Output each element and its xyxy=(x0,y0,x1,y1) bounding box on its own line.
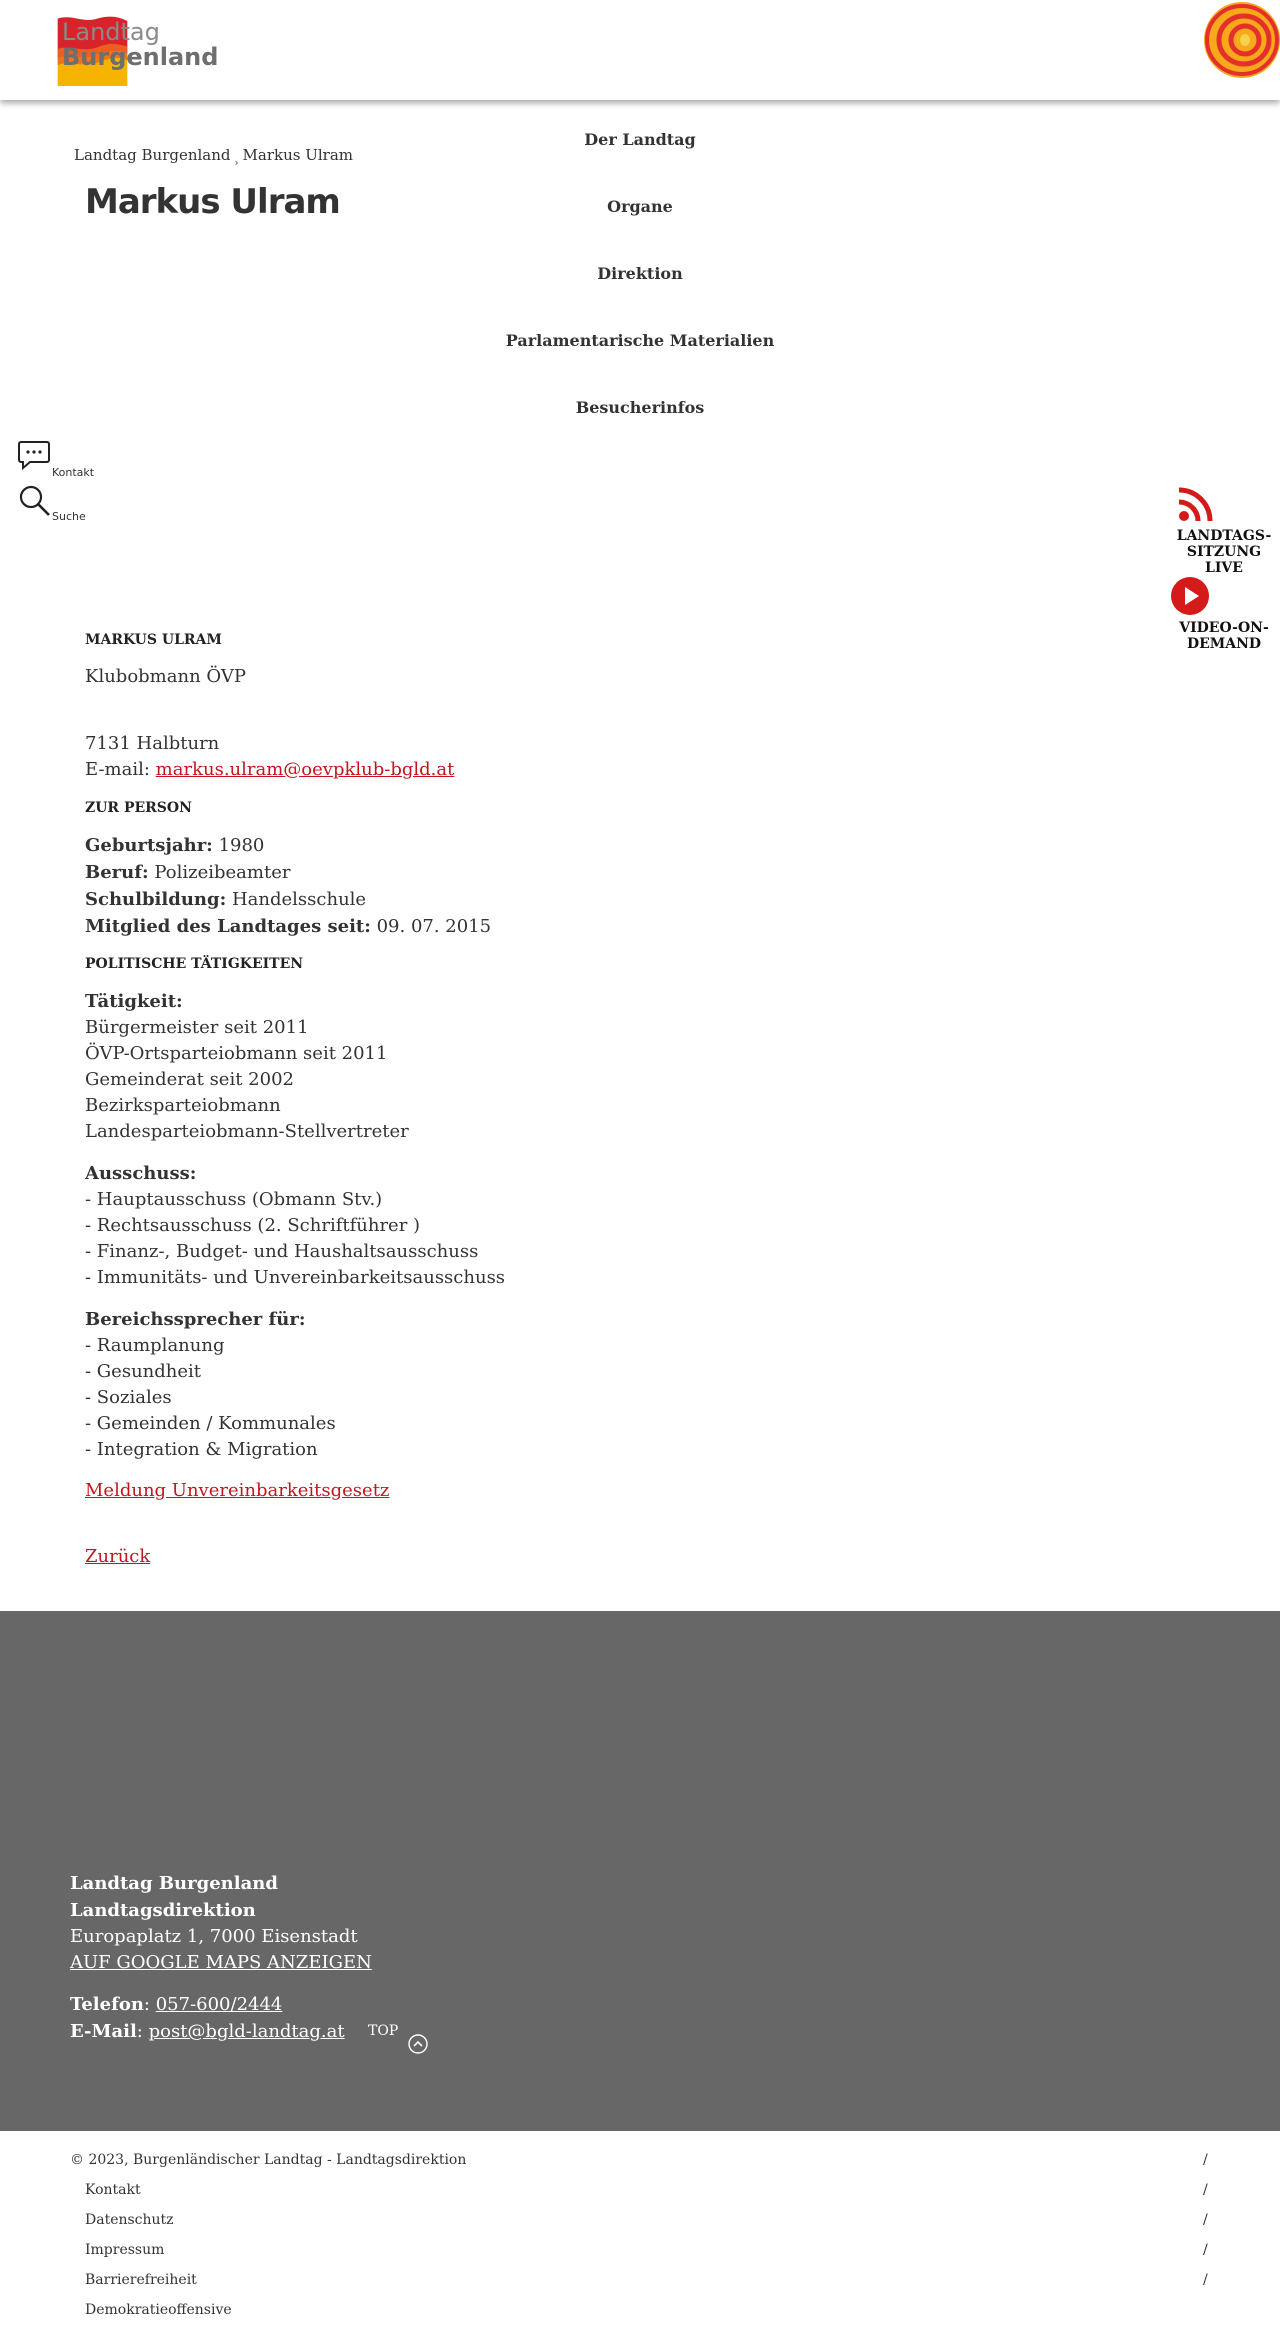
info-label: Mitglied des Landtages seit: xyxy=(85,916,371,937)
footer-separator: / xyxy=(1203,2152,1208,2168)
footer-link-kontakt[interactable]: Kontakt xyxy=(85,2182,141,2198)
top-label: TOP xyxy=(368,2023,399,2039)
sprecher-item: - Soziales xyxy=(85,1387,172,1408)
footer-link-impressum[interactable]: Impressum xyxy=(85,2242,165,2258)
rss-live-icon xyxy=(1176,484,1216,524)
page-title: Markus Ulram xyxy=(85,182,340,222)
phone-label: Telefon xyxy=(70,1994,144,2015)
nav-item-der-landtag[interactable]: Der Landtag xyxy=(584,130,696,149)
contact-tool[interactable] xyxy=(18,440,95,479)
info-value: 09. 07. 2015 xyxy=(376,916,492,937)
home-logo-link[interactable] xyxy=(0,0,219,100)
footer-link-barrierefreiheit[interactable]: Barrierefreiheit xyxy=(85,2272,197,2288)
footer-separator: / xyxy=(1203,2242,1208,2258)
back-link[interactable]: Zurück xyxy=(85,1546,151,1567)
contact-tool-label: Kontakt xyxy=(52,466,95,479)
info-value: Polizeibeamter xyxy=(154,862,291,883)
sprecher-item: - Integration & Migration xyxy=(85,1439,318,1460)
play-circle-icon xyxy=(1170,576,1210,616)
info-label: Beruf: xyxy=(85,862,149,883)
email-label: E-Mail xyxy=(70,2021,137,2042)
zur-person-heading: ZUR PERSON xyxy=(85,800,192,816)
ausschuss-item: - Finanz-, Budget- und Haushaltsausschuss xyxy=(85,1241,479,1262)
politik-heading: POLITISCHE TÄTIGKEITEN xyxy=(85,956,304,972)
nav-item-parlamentarische-materialien[interactable]: Parlamentarische Materialien xyxy=(505,331,775,350)
info-value: Handelsschule xyxy=(231,889,367,910)
ausschuss-label: Ausschuss: xyxy=(85,1163,197,1184)
footer-separator: / xyxy=(1203,2182,1208,2198)
email-label: E-mail: xyxy=(85,759,150,780)
sprecher-item: - Raumplanung xyxy=(85,1335,225,1356)
taetigkeit-item: Gemeinderat seit 2002 xyxy=(85,1069,294,1090)
logo-line-1: Landtag xyxy=(62,18,160,46)
info-row-geburtsjahr xyxy=(85,835,264,856)
chevron-up-circle-icon xyxy=(408,2034,428,2054)
person-email-row xyxy=(85,759,454,780)
footer-phone-row: Telefon: 057-600/2444 xyxy=(70,1994,283,2015)
landtagssitzung-live-link[interactable] xyxy=(1168,484,1280,576)
info-row-mitglied-seit xyxy=(85,916,491,937)
copyright: © 2023, Burgenländischer Landtag - Landtagsdirektion xyxy=(70,2152,467,2168)
sprecher-item: - Gemeinden / Kommunales xyxy=(85,1413,336,1434)
taetigkeit-item: ÖVP-Ortsparteiobmann seit 2011 xyxy=(85,1043,388,1064)
site-header xyxy=(0,0,1280,100)
info-label: Geburtsjahr: xyxy=(85,835,213,856)
footer-org-1: Landtag Burgenland xyxy=(70,1873,278,1894)
person-name-heading: MARKUS ULRAM xyxy=(85,632,222,648)
search-tool[interactable] xyxy=(18,484,86,523)
live-label xyxy=(1168,528,1280,576)
chat-bubble-icon xyxy=(18,440,52,472)
footer-link-datenschutz[interactable]: Datenschutz xyxy=(85,2212,174,2228)
ausschuss-item: - Immunitäts- und Unvereinbarkeitsausschuss xyxy=(85,1267,506,1288)
footer-legal xyxy=(0,2131,1280,2343)
footer-email-row: E-Mail: post@bgld-landtag.at xyxy=(70,2021,345,2042)
taetigkeit-item: Landesparteiobmann-Stellvertreter xyxy=(85,1121,409,1142)
ausschuss-item: - Rechtsausschuss (2. Schriftführer ) xyxy=(85,1215,421,1236)
footer-email-link[interactable]: post@bgld-landtag.at xyxy=(148,2021,345,2042)
ausschuss-item: - Hauptausschuss (Obmann Stv.) xyxy=(85,1189,383,1210)
breadcrumb-current: Markus Ulram xyxy=(242,146,353,164)
taetigkeit-label: Tätigkeit: xyxy=(85,991,183,1012)
info-row-schulbildung xyxy=(85,889,366,910)
nav-item-besucherinfos[interactable]: Besucherinfos xyxy=(575,398,705,417)
footer-separator: / xyxy=(1203,2212,1208,2228)
meldung-unvereinbarkeit-link[interactable]: Meldung Unvereinbarkeitsgesetz xyxy=(85,1480,390,1501)
footer-address: Europaplatz 1, 7000 Eisenstadt xyxy=(70,1926,358,1947)
person-role: Klubobmann ÖVP xyxy=(85,666,246,687)
footer-contact xyxy=(0,1611,1280,2131)
taetigkeit-item: Bezirksparteiobmann xyxy=(85,1095,281,1116)
footer-link-demokratieoffensive[interactable]: Demokratieoffensive xyxy=(85,2302,232,2318)
google-maps-link[interactable]: AUF GOOGLE MAPS ANZEIGEN xyxy=(70,1952,372,1973)
info-value: 1980 xyxy=(218,835,265,856)
person-address: 7131 Halbturn xyxy=(85,733,220,754)
breadcrumb-separator: › xyxy=(234,158,239,169)
sprecher-item: - Gesundheit xyxy=(85,1361,202,1382)
search-icon xyxy=(18,484,52,518)
breadcrumb xyxy=(74,146,353,169)
info-label: Schulbildung: xyxy=(85,889,227,910)
person-email-link[interactable]: markus.ulram@oevpklub-bgld.at xyxy=(155,759,455,780)
breadcrumb-home[interactable]: Landtag Burgenland xyxy=(74,146,231,164)
taetigkeit-item: Bürgermeister seit 2011 xyxy=(85,1017,309,1038)
logo-text xyxy=(62,20,218,70)
video-on-demand-link[interactable] xyxy=(1168,576,1280,652)
vod-label-line-2: DEMAND xyxy=(1186,636,1262,653)
nav-item-direktion[interactable]: Direktion xyxy=(597,264,683,283)
sun-emblem-icon xyxy=(1198,0,1280,80)
footer-org-2: Landtagsdirektion xyxy=(70,1900,256,1921)
sprecher-label: Bereichssprecher für: xyxy=(85,1309,306,1330)
vod-label xyxy=(1168,620,1280,652)
vod-label-line-1: VIDEO-ON- xyxy=(1179,620,1269,636)
search-tool-label: Suche xyxy=(52,510,86,523)
info-row-beruf xyxy=(85,862,290,883)
logo-line-2: Burgenland xyxy=(62,43,219,72)
live-label-line-2: SITZUNG LIVE xyxy=(1186,544,1262,577)
footer-phone-link[interactable]: 057-600/2444 xyxy=(155,1994,283,2015)
footer-separator: / xyxy=(1203,2272,1208,2288)
live-label-line-1: LANDTAGS- xyxy=(1176,528,1272,544)
nav-item-organe[interactable]: Organe xyxy=(607,197,673,216)
